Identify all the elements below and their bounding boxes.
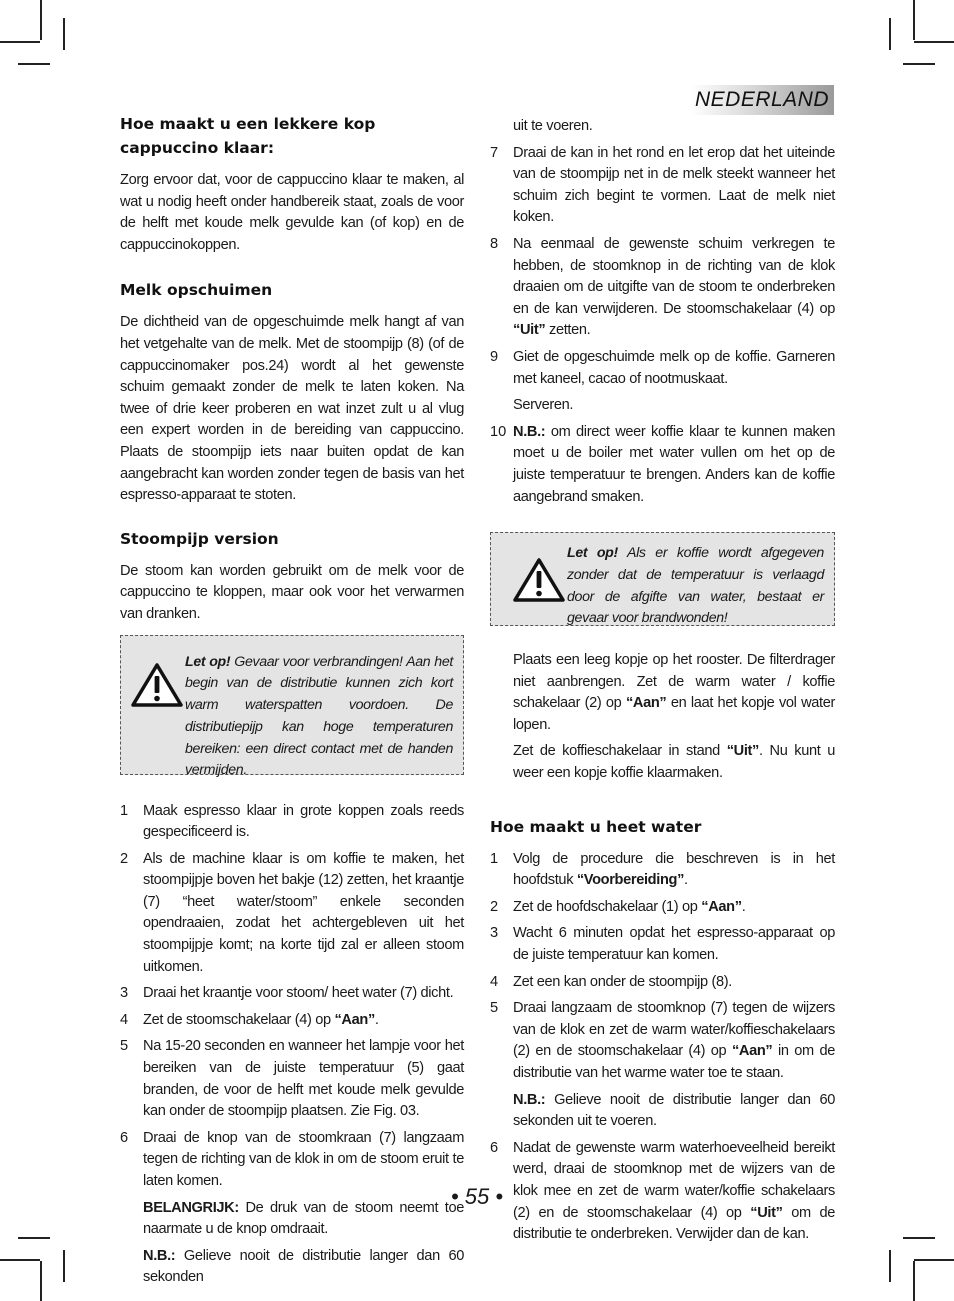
warning-label: Let op! [567, 545, 618, 562]
step-text: Giet de opgeschuimde melk op de koffie. Garneren met kaneel, cacao of nootmuskaat. [513, 348, 835, 387]
crop-mark [913, 1261, 915, 1301]
crop-mark [903, 1237, 935, 1239]
section-heading-heetwater: Hoe maakt u heet water [490, 817, 702, 836]
steps-list [120, 801, 464, 1289]
warning-text: Als er koffie wordt afgegeven zonder dat de temperatuur is verlaagd door de afgifte van water, bestaat er gevaar voor brandwonden! [567, 545, 824, 627]
crop-mark [903, 63, 935, 65]
cappuccino-intro: Zorg ervoor dat, voor de cappuccino klaar te maken, al wat u nodig heeft onder handbereik staat, zoals de voor de helft met koude melk gevulde kan (of kop) en de cappuccinokoppen. [120, 172, 464, 253]
step-number: 5 [120, 1038, 129, 1055]
list-item [490, 143, 835, 229]
step-text: Na 15-20 seconden en wanneer het lampje voor het bereiken van de juiste temperatuur (5) gaat branden, de voor de helft met koude melk gevulde kan onder de stoompijp plaatsen. Zie Fig. 03. [143, 1038, 464, 1120]
list-item [120, 849, 464, 979]
nb-note: N.B.: Gelieve nooit de distributie langer dan 60 sekonden [143, 1247, 464, 1286]
step-text: Zet de hoofdschakelaar (1) op “Aan”. [513, 898, 746, 915]
step-text: Na eenmaal de gewenste schuim verkregen te hebben, de stoomknop in de richting van de klok draaien om de uitgifte van de stoom te onderbreken en de kan verwijderen. De stoomschakelaar (4) op “Uit” zetten. [513, 235, 835, 339]
list-item [120, 983, 464, 1005]
warning-box [490, 532, 835, 626]
page-number: • 55 • [450, 1184, 504, 1209]
step-number: 4 [490, 973, 499, 990]
warning-box [120, 635, 464, 779]
language-label: NEDERLAND [694, 88, 830, 111]
after-warning-p1: Plaats een leeg kopje op het rooster. De filterdrager niet aanbrengen. Zet de warm water / koffie schakelaar (2) op “Aan” en laat het kopje vol water lopen. [513, 652, 836, 733]
section-heading-cappuccino: Hoe maakt u een lekkere kop cappuccino klaar: [120, 115, 376, 157]
step-text: Draai het kraantje voor stoom/ heet water (7) dicht. [143, 985, 454, 1002]
after-warning-block [490, 650, 835, 785]
step-extra: Serveren. [513, 397, 574, 414]
list-item [490, 1138, 835, 1246]
step-number: 5 [490, 1000, 499, 1017]
step-text: Maak espresso klaar in grote koppen zoals reeds gespecificeerd is. [143, 802, 464, 841]
continuation-text: uit te voeren. [513, 118, 593, 134]
list-item [490, 347, 835, 417]
steps-list [490, 849, 835, 1246]
section-heading-stoompijp: Stoompijp version [120, 529, 279, 548]
step-text: Wacht 6 minuten opdat het espresso-apparaat op de juiste temperatuur kan komen. [513, 925, 835, 964]
list-item [490, 897, 835, 919]
step-text: N.B.: om direct weer koffie klaar te kunnen maken moet u de boiler met water vullen om het op de juiste temperatuur te brengen. Anders kan de koffie aangebrand smaken. [513, 423, 835, 505]
list-item [490, 422, 835, 508]
section-heading-melk: Melk opschuimen [120, 281, 273, 300]
warning-icon [513, 557, 565, 603]
list-item [490, 923, 835, 966]
left-column [120, 112, 464, 1294]
list-item [490, 849, 835, 892]
step-number: 8 [490, 235, 499, 252]
list-item [490, 998, 835, 1133]
step-text: Draai de kan in het rond en let erop dat het uiteinde van de stoompijp net in de melk steekt wanneer het schuim zich begint te vormen. Laat de melk niet koken. [513, 144, 835, 226]
crop-mark [913, 0, 915, 40]
warning-text: Gevaar voor verbrandingen! Aan het begin van de distributie kunnen zich kort warm waterspatten voordoen. De distributiepijp kan hoge temperaturen bereiken: een direct contact met de handen vermijden. [185, 653, 453, 779]
crop-mark [0, 1259, 40, 1261]
step-text: Volg de procedure die beschreven is in het hoofdstuk “Voorbereiding”. [513, 850, 835, 889]
language-tab [690, 85, 834, 115]
after-warning-p2: Zet de koffieschakelaar in stand “Uit”. Nu kunt u weer een kopje koffie klaarmaken. [513, 743, 835, 782]
step-text: Draai langzaam de stoomknop (7) tegen de wijzers van de klok en zet de warm water/koffieschakelaars (2) en de stoomschakelaar (4) op “Aan” in om de distributie van het warme water toe te staan. [513, 1000, 835, 1081]
melk-text: De dichtheid van de opgeschuimde melk hangt af van het vetgehalte van de melk. Met de stoompijp (8) (of de cappuccinomaker pos.24) wordt al het gewenste schuim gemaakt zonder de melk te laten koken. Na twee of drie keer proberen en wat inzet zult u al vlug een expert worden in de bereiding van cappuccino. Plaats de stoompijp iets naar buiten opdat de kan aangebracht kan worden zonder tegen de basis van het espresso-apparaat te stoten. [120, 314, 464, 504]
step-text: Zet een kan onder de stoompijp (8). [513, 973, 732, 990]
stoompijp-text: De stoom kan worden gebruikt om de melk voor de cappuccino te kloppen, maar ook voor het verwarmen van dranken. [120, 562, 464, 622]
crop-mark [889, 18, 891, 50]
crop-mark [914, 41, 954, 43]
step-text: Draai de knop van de stoomkraan (7) langzaam tegen de richting van de klok in om de stoom eruit te laten komen. [143, 1129, 464, 1189]
step-number: 4 [120, 1011, 129, 1028]
crop-mark [40, 1261, 42, 1301]
crop-mark [0, 41, 40, 43]
step-text: Nadat de gewenste warm waterhoeveelheid bereikt werd, draai de stoomknop met de wijzers van de klok mee en zet de warm water/koffie schakelaars (2) en de stoomschakelaar (4) op “Uit” om de distributie te onderbreken. Verwijder dan de kan. [513, 1139, 836, 1243]
right-column [490, 116, 835, 1251]
crop-mark [889, 1250, 891, 1282]
step-number: 9 [490, 348, 499, 365]
crop-mark [18, 1237, 50, 1239]
nb-note: N.B.: Gelieve nooit de distributie langer dan 60 sekonden uit te voeren. [513, 1091, 835, 1130]
step-number: 1 [120, 802, 129, 819]
list-item [120, 1128, 464, 1289]
warning-icon [131, 662, 183, 708]
step-number: 7 [490, 144, 499, 161]
crop-mark [40, 0, 42, 40]
crop-mark [63, 18, 65, 50]
step-text: Als de machine klaar is om koffie te maken, het stoompijpje boven het bakje (12) zetten, het kraantje (7) “heet water/stoom” enkele seconden opendraaien, zodat het achtergebleven uit het stoompijpje komt; na korte tijd zal er alleen stoom uitkomen. [143, 850, 464, 975]
step-number: 6 [120, 1129, 129, 1146]
important-note: BELANGRIJK: De druk van de stoom neemt toe naarmate u de knop omdraait. [143, 1199, 464, 1238]
list-item [490, 234, 835, 342]
step-number: 3 [490, 925, 499, 942]
steps-list [490, 143, 835, 509]
crop-mark [18, 63, 50, 65]
crop-mark [914, 1259, 954, 1261]
list-item [120, 801, 464, 844]
step-number: 2 [490, 898, 499, 915]
warning-label: Let op! [185, 653, 231, 670]
list-item [490, 972, 835, 994]
crop-mark [63, 1250, 65, 1282]
step-text: Zet de stoomschakelaar (4) op “Aan”. [143, 1011, 379, 1028]
step-number: 10 [490, 423, 507, 440]
step-number: 3 [120, 985, 129, 1002]
step-number: 1 [490, 850, 499, 867]
list-item [120, 1010, 464, 1032]
step-number: 2 [120, 850, 129, 867]
list-item [120, 1036, 464, 1122]
step-number: 6 [490, 1139, 499, 1156]
